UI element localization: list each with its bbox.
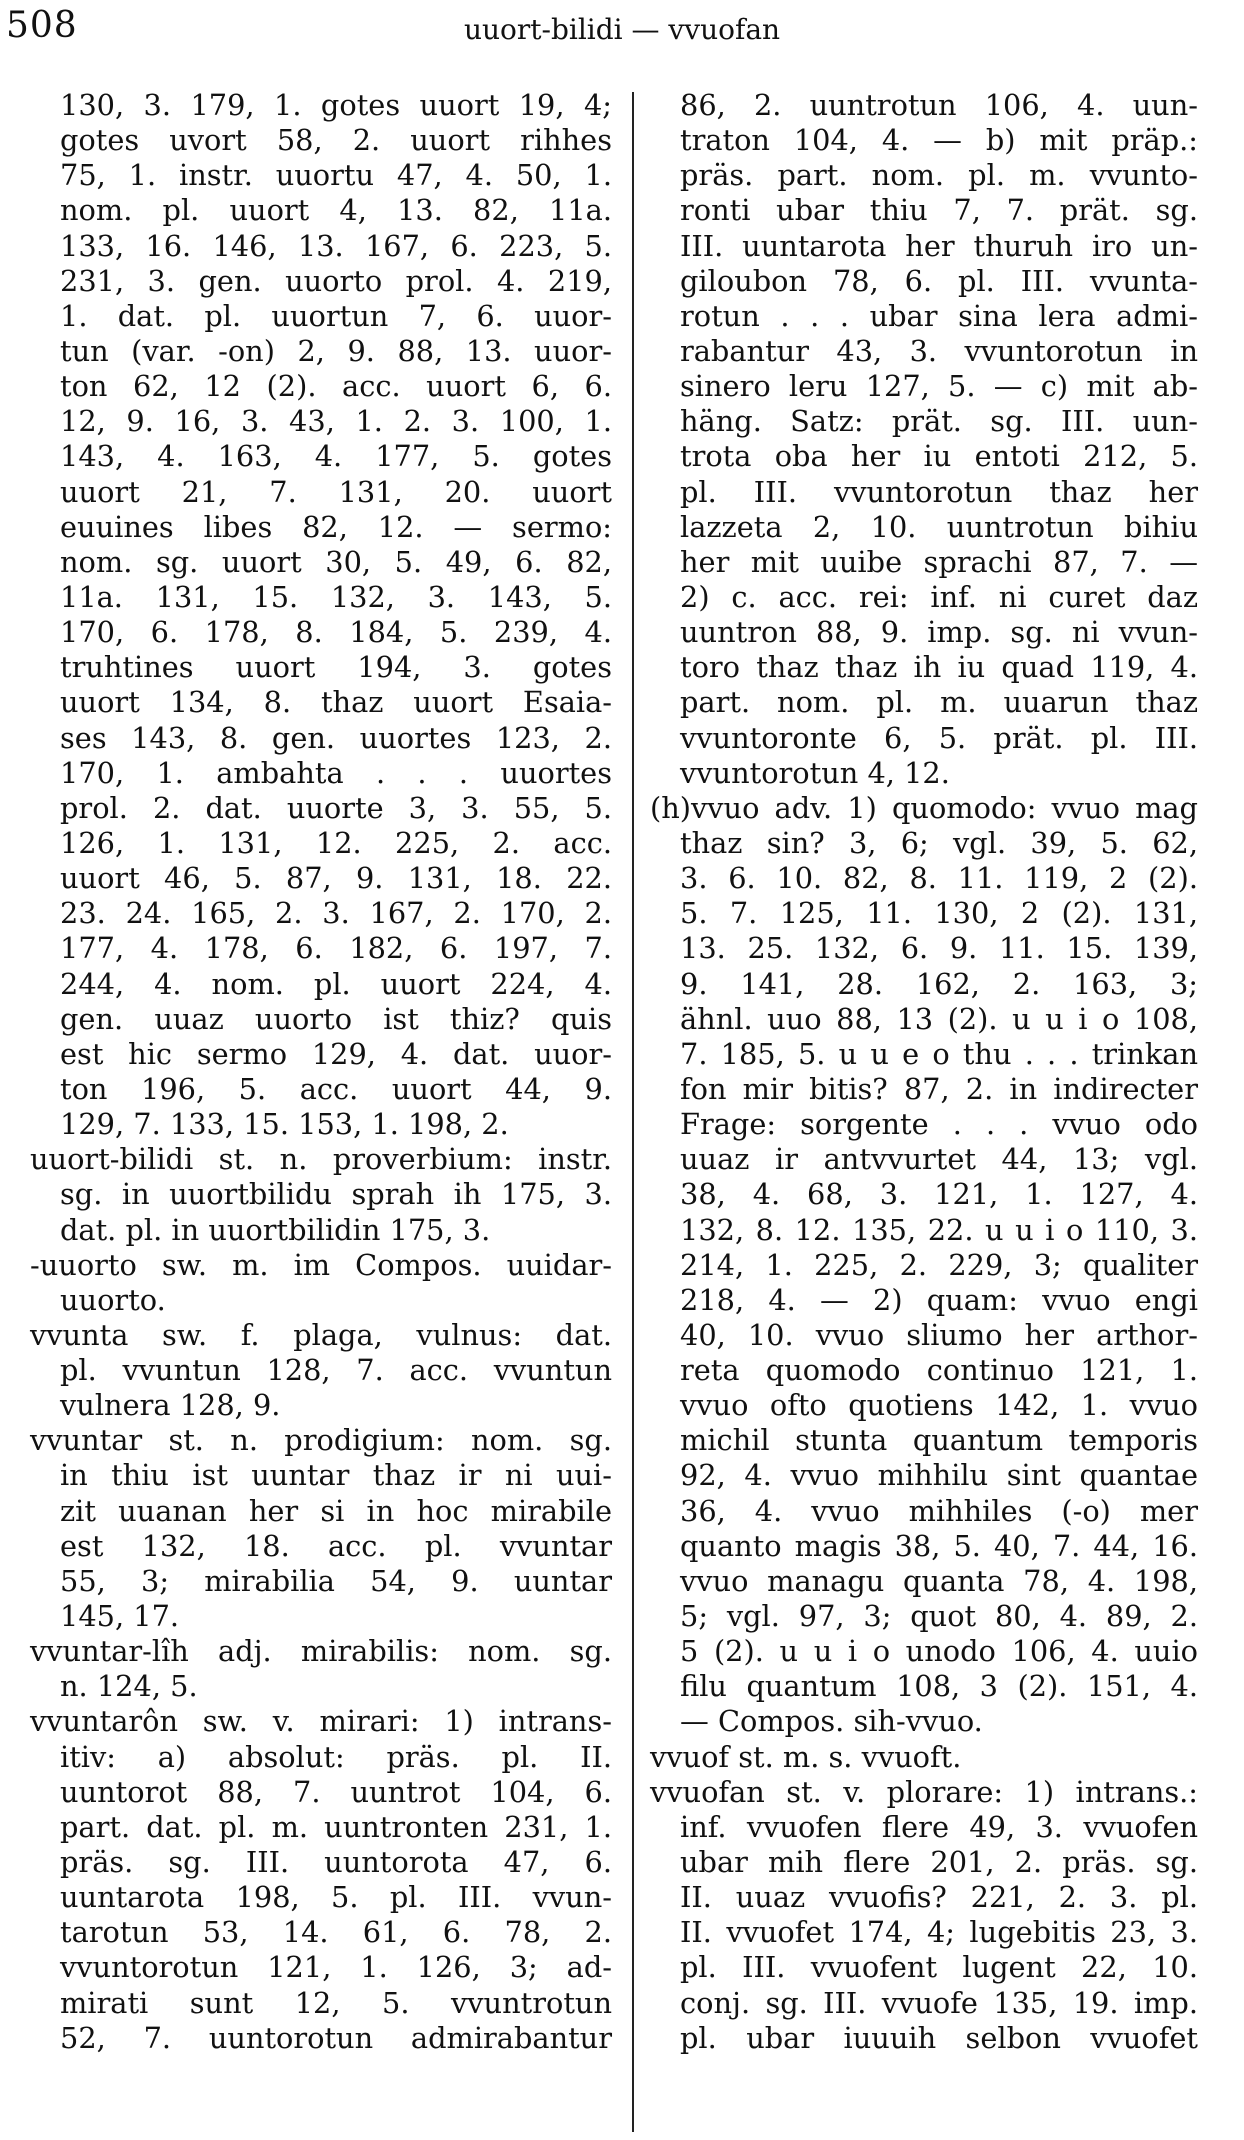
entry-line: dat. pl. in uuortbilidin 175, 3. [60,1212,491,1247]
entry-line: quanto magis 38, 5. 40, 7. 44, 16. [680,1528,1198,1563]
entry-line: gen. uuaz uuorto ist thiz? quis [60,1001,612,1036]
entry-line: pl. III. vvuntorotun thaz her [680,474,1198,509]
entry-line: 133, 16. 146, 13. 167, 6. 223, 5. [60,228,612,263]
entry-line: präs. sg. III. uuntorota 47, 6. [60,1845,612,1880]
entry-line: trota oba her iu entoti 212, 5. [680,439,1198,474]
entry-line: 1. dat. pl. uuortun 7, 6. uuor- [60,298,612,333]
entry-line: michil stunta quantum temporis [680,1423,1198,1458]
entry-line: filu quantum 108, 3 (2). 151, 4. [680,1669,1198,1704]
entry-line: tarotun 53, 14. 61, 6. 78, 2. [60,1915,612,1950]
entry-headword-line: vvuntar-lîh adj. mirabilis: nom. sg. [30,1634,612,1669]
entry-line: 36, 4. vvuo mihhiles (-o) mer [680,1493,1198,1528]
entry-line: 86, 2. uuntrotun 106, 4. uun- [680,88,1198,122]
entry-line: sg. in uuortbilidu sprah ih 175, 3. [60,1177,612,1212]
entry-line: 52, 7. uuntorotun admirabantur [60,2020,612,2055]
entry-line: toro thaz thaz ih iu quad 119, 4. [680,650,1198,685]
entry-line: ähnl. uuo 88, 13 (2). u u i o 108, [680,1001,1198,1036]
entry-headword-line: -uuorto sw. m. im Compos. uuidar- [30,1247,612,1282]
entry-line: 170, 1. ambahta . . . uuortes [60,755,612,790]
entry-line: giloubon 78, 6. pl. III. vvunta- [680,263,1198,298]
entry-line: uuntarota 198, 5. pl. III. vvun- [60,1880,612,1915]
entry-line: sinero leru 127, 5. — c) mit ab- [680,369,1198,404]
entry-line: 92, 4. vvuo mihhilu sint quantae [680,1458,1198,1493]
entry-line: häng. Satz: prät. sg. III. uun- [680,404,1198,439]
entry-line: 55, 3; mirabilia 54, 9. uuntar [60,1563,612,1598]
entry-headword-line: vvuofan st. v. plorare: 1) intrans.: [650,1774,1198,1809]
entry-line: 2) c. acc. rei: inf. ni curet daz [680,579,1198,614]
entry-line: 129, 7. 133, 15. 153, 1. 198, 2. [60,1107,509,1142]
entry-line: 5; vgl. 97, 3; quot 80, 4. 89, 2. [680,1599,1198,1634]
entry-line: uuort 46, 5. 87, 9. 131, 18. 22. [60,861,612,896]
entry-line: part. dat. pl. m. uuntronten 231, 1. [60,1809,612,1844]
entry-line: traton 104, 4. — b) mit präp.: [680,123,1198,158]
entry-line: inf. vvuofen flere 49, 3. vvuofen [680,1809,1198,1844]
entry-line: 132, 8. 12. 135, 22. u u i o 110, 3. [680,1212,1198,1247]
entry-line: thaz sin? 3, 6; vgl. 39, 5. 62, [680,825,1198,860]
entry-line: mirati sunt 12, 5. vvuntrotun [60,1985,612,2020]
entry-line: präs. part. nom. pl. m. vvunto- [680,158,1198,193]
entry-line: euuines libes 82, 12. — sermo: [60,509,612,544]
entry-headword-line: uuort-bilidi st. n. proverbium: instr. [30,1142,612,1177]
entry-line: vvuntoronte 6, 5. prät. pl. III. [680,720,1198,755]
entry-line: ubar mih flere 201, 2. präs. sg. [680,1845,1198,1880]
entry-line: 143, 4. 163, 4. 177, 5. gotes [60,439,612,474]
entry-line: uuaz ir antvvurtet 44, 13; vgl. [680,1142,1198,1177]
entry-line: uuort 134, 8. thaz uuort Esaia- [60,685,612,720]
entry-line: ronti ubar thiu 7, 7. prät. sg. [680,193,1198,228]
entry-line: zit uuanan her si in hoc mirabile [60,1493,612,1528]
entry-line: III. uuntarota her thuruh iro un- [680,228,1198,263]
running-head: uuort-bilidi — vvuofan [463,13,781,46]
entry-line: n. 124, 5. [60,1669,198,1704]
entry-line: 177, 4. 178, 6. 182, 6. 197, 7. [60,931,612,966]
entry-line: 38, 4. 68, 3. 121, 1. 127, 4. [680,1177,1198,1212]
entry-line: pl. vvuntun 128, 7. acc. vvuntun [60,1353,612,1388]
entry-line: fon mir bitis? 87, 2. in indirecter [680,1071,1198,1106]
entry-line: 13. 25. 132, 6. 9. 11. 15. 139, [680,931,1198,966]
entry-line: pl. ubar iuuuih selbon vvuofet [680,2020,1198,2055]
entry-line: her mit uuibe sprachi 87, 7. — [680,544,1198,579]
entry-line: 244, 4. nom. pl. uuort 224, 4. [60,966,612,1001]
entry-headword-line: vvuntarôn sw. v. mirari: 1) intrans- [30,1704,612,1739]
entry-line: 7. 185, 5. u u e o thu . . . trinkan [680,1036,1198,1071]
entry-headword-line: vvuof st. m. s. vvuoft. [650,1739,962,1774]
entry-line: vulnera 128, 9. [60,1388,281,1423]
entry-line: 40, 10. vvuo sliumo her arthor- [680,1317,1198,1352]
entry-line: uuntorot 88, 7. uuntrot 104, 6. [60,1774,612,1809]
entry-line: 11a. 131, 15. 132, 3. 143, 5. [60,579,612,614]
entry-line: rabantur 43, 3. vvuntorotun in [680,333,1198,368]
entry-line: in thiu ist uuntar thaz ir ni uui- [60,1458,612,1493]
entry-line: 126, 1. 131, 12. 225, 2. acc. [60,825,612,860]
entry-line: 75, 1. instr. uuortu 47, 4. 50, 1. [60,158,612,193]
left-column [30,88,612,2056]
entry-line: ses 143, 8. gen. uuortes 123, 2. [60,720,612,755]
entry-line: nom. pl. uuort 4, 13. 82, 11a. [60,193,612,228]
entry-line: truhtines uuort 194, 3. gotes [60,650,612,685]
entry-line: II. vvuofet 174, 4; lugebitis 23, 3. [680,1915,1198,1950]
column-divider [632,92,634,2132]
entry-line: pl. III. vvuofent lugent 22, 10. [680,1950,1198,1985]
entry-headword-line: vvunta sw. f. plaga, vulnus: dat. [30,1317,612,1352]
entry-line: 9. 141, 28. 162, 2. 163, 3; [680,966,1198,1001]
entry-line: Frage: sorgente . . . vvuo odo [680,1107,1198,1142]
entry-line: ton 196, 5. acc. uuort 44, 9. [60,1071,612,1106]
entry-line: 231, 3. gen. uuorto prol. 4. 219, [60,263,612,298]
entry-line: vvuntorotun 121, 1. 126, 3; ad- [60,1950,612,1985]
entry-line: 23. 24. 165, 2. 3. 167, 2. 170, 2. [60,896,612,931]
entry-line: rotun . . . ubar sina lera admi- [680,298,1198,333]
entry-line: prol. 2. dat. uuorte 3, 3. 55, 5. [60,790,612,825]
entry-line: vvuo ofto quotiens 142, 1. vvuo [680,1388,1198,1423]
right-column [650,88,1198,2056]
entry-line: uuort 21, 7. 131, 20. uuort [60,474,612,509]
entry-line: uuorto. [60,1282,166,1317]
entry-line: vvuntorotun 4, 12. [680,755,950,790]
entry-line: 3. 6. 10. 82, 8. 11. 119, 2 (2). [680,861,1198,896]
entry-line: ton 62, 12 (2). acc. uuort 6, 6. [60,369,612,404]
entry-line: 214, 1. 225, 2. 229, 3; qualiter [680,1247,1198,1282]
entry-line: conj. sg. III. vvuofe 135, 19. imp. [680,1985,1198,2020]
entry-headword-line: (h)vvuo adv. 1) quomodo: vvuo mag [650,790,1198,825]
entry-headword-line: vvuntar st. n. prodigium: nom. sg. [30,1423,612,1458]
entry-line: 130, 3. 179, 1. gotes uuort 19, 4; [60,88,612,122]
entry-line: lazzeta 2, 10. uuntrotun bihiu [680,509,1198,544]
entry-line: est hic sermo 129, 4. dat. uuor- [60,1036,612,1071]
entry-line: tun (var. -on) 2, 9. 88, 13. uuor- [60,333,612,368]
page-number: 508 [6,5,78,46]
entry-line: II. uuaz vvuofis? 221, 2. 3. pl. [680,1880,1198,1915]
entry-line: 5 (2). u u i o unodo 106, 4. uuio [680,1634,1198,1669]
entry-line: 170, 6. 178, 8. 184, 5. 239, 4. [60,615,612,650]
entry-line: reta quomodo continuo 121, 1. [680,1353,1198,1388]
entry-line: vvuo managu quanta 78, 4. 198, [680,1563,1198,1598]
entry-line: — Compos. sih-vvuo. [680,1704,983,1739]
entry-line: est 132, 18. acc. pl. vvuntar [60,1528,612,1563]
entry-line: 12, 9. 16, 3. 43, 1. 2. 3. 100, 1. [60,404,612,439]
entry-line: uuntron 88, 9. imp. sg. ni vvun- [680,615,1198,650]
entry-line: 5. 7. 125, 11. 130, 2 (2). 131, [680,896,1198,931]
entry-line: part. nom. pl. m. uuarun thaz [680,685,1198,720]
entry-line: 145, 17. [60,1599,180,1634]
entry-line: gotes uvort 58, 2. uuort rihhes [60,123,612,158]
entry-line: 218, 4. — 2) quam: vvuo engi [680,1282,1198,1317]
entry-line: nom. sg. uuort 30, 5. 49, 6. 82, [60,544,612,579]
entry-line: itiv: a) absolut: präs. pl. II. [60,1739,612,1774]
